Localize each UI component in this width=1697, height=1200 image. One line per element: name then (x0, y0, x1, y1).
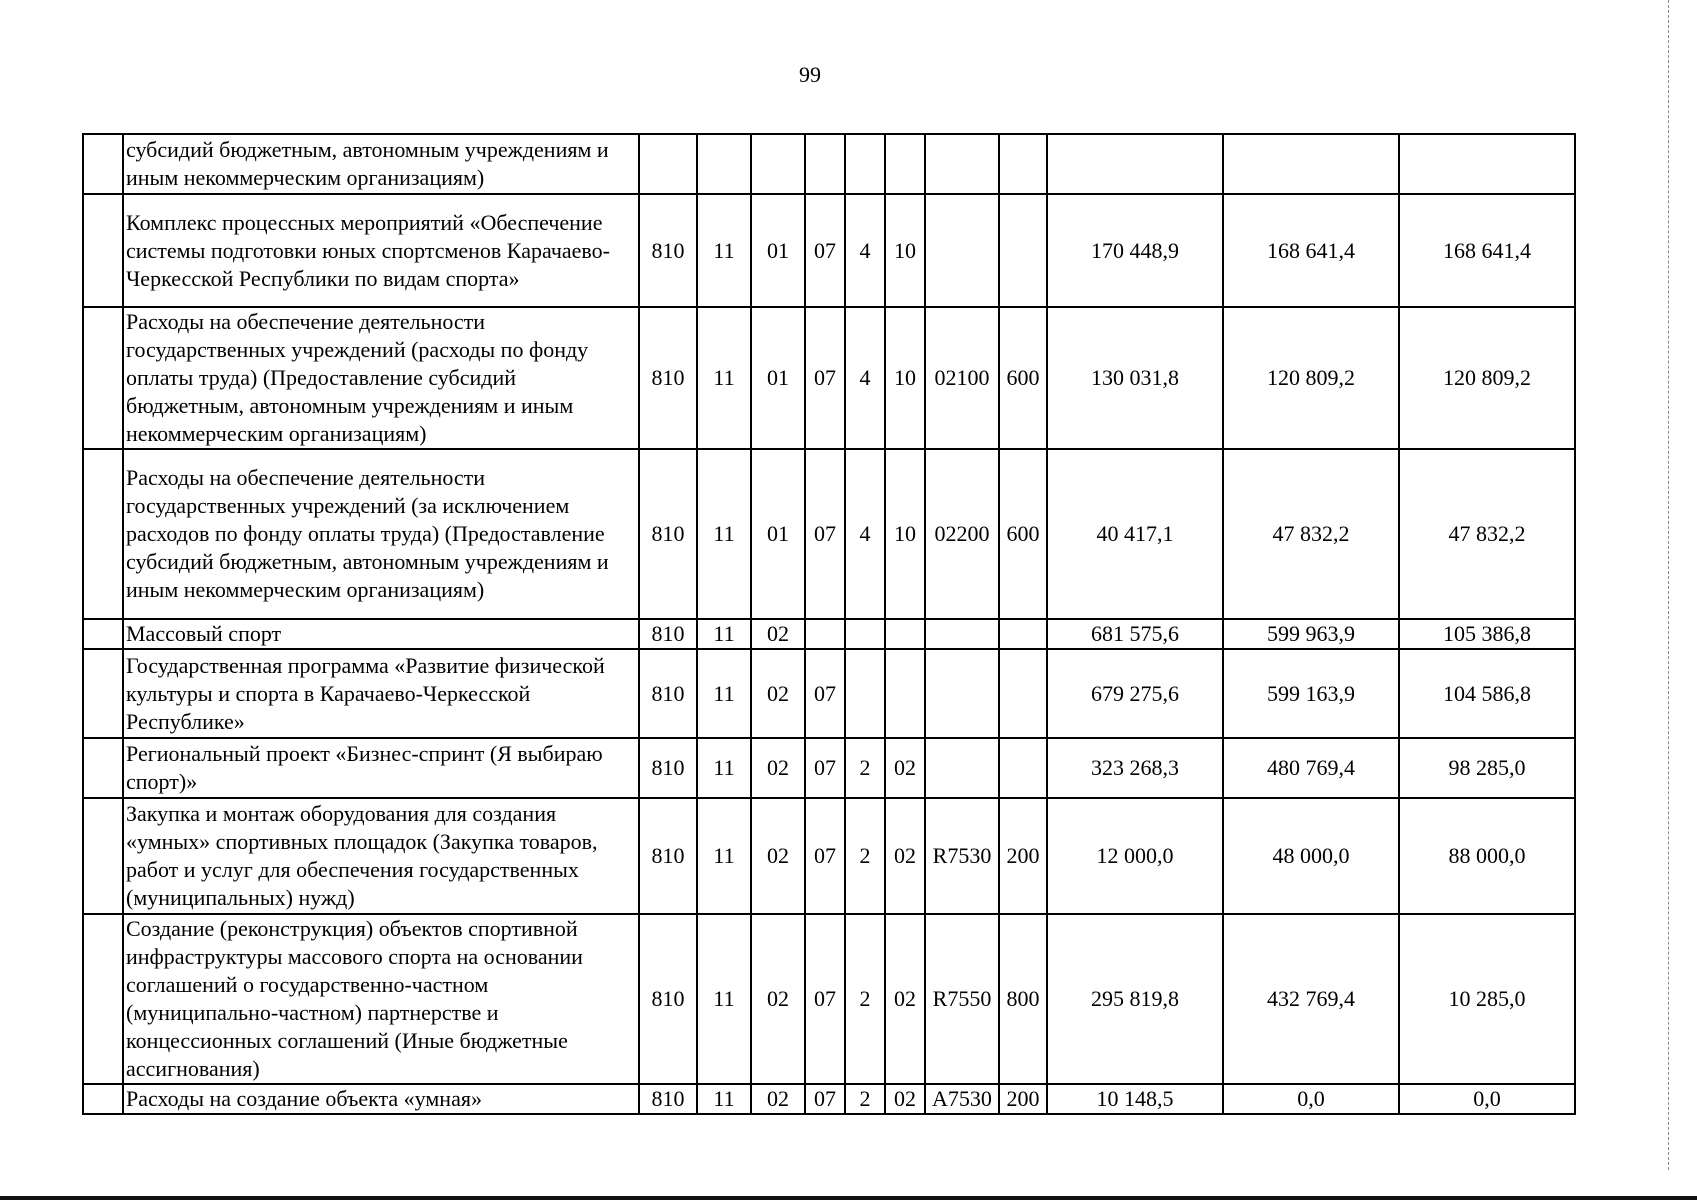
row-name: Комплекс процессных мероприятий «Обеспечение системы подготовки юных спортсменов Карачаево-Черкесской Республики по видам спорта» (123, 194, 639, 307)
amount-year-1 (1047, 134, 1223, 194)
subprogram-code: 2 (845, 914, 885, 1084)
direction-code (925, 738, 999, 798)
event-code: 02 (885, 738, 925, 798)
subsection-code: 02 (751, 619, 805, 649)
subsection-code: 02 (751, 914, 805, 1084)
grbs-code: 810 (639, 449, 697, 619)
expense-type-code: 200 (999, 798, 1047, 914)
page-number: 99 (799, 62, 821, 87)
budget-table (82, 133, 1576, 1115)
table-row (83, 1084, 1575, 1114)
direction-code (925, 194, 999, 307)
subsection-code: 01 (751, 449, 805, 619)
subprogram-code: 4 (845, 307, 885, 449)
index-cell (83, 194, 123, 307)
amount-year-3: 88 000,0 (1399, 798, 1575, 914)
amount-year-2: 168 641,4 (1223, 194, 1399, 307)
amount-year-2: 599 963,9 (1223, 619, 1399, 649)
event-code: 10 (885, 307, 925, 449)
amount-year-1: 323 268,3 (1047, 738, 1223, 798)
grbs-code: 810 (639, 307, 697, 449)
direction-code: A7530 (925, 1084, 999, 1114)
program-code: 07 (805, 1084, 845, 1114)
table-row (83, 649, 1575, 738)
grbs-code: 810 (639, 649, 697, 738)
subsection-code: 02 (751, 1084, 805, 1114)
amount-year-2: 599 163,9 (1223, 649, 1399, 738)
index-cell (83, 449, 123, 619)
direction-code (925, 619, 999, 649)
subsection-code: 02 (751, 649, 805, 738)
program-code: 07 (805, 738, 845, 798)
program-code: 07 (805, 649, 845, 738)
section-code: 11 (697, 194, 751, 307)
subprogram-code: 2 (845, 798, 885, 914)
amount-year-1: 170 448,9 (1047, 194, 1223, 307)
program-code (805, 619, 845, 649)
row-name: Государственная программа «Развитие физической культуры и спорта в Карачаево-Черкесской Республике» (123, 649, 639, 738)
amount-year-1: 10 148,5 (1047, 1084, 1223, 1114)
subprogram-code (845, 619, 885, 649)
amount-year-1: 40 417,1 (1047, 449, 1223, 619)
program-code: 07 (805, 194, 845, 307)
expense-type-code (999, 619, 1047, 649)
program-code (805, 134, 845, 194)
expense-type-code: 200 (999, 1084, 1047, 1114)
amount-year-3: 104 586,8 (1399, 649, 1575, 738)
grbs-code: 810 (639, 798, 697, 914)
event-code: 02 (885, 798, 925, 914)
amount-year-1: 12 000,0 (1047, 798, 1223, 914)
grbs-code: 810 (639, 194, 697, 307)
event-code: 10 (885, 194, 925, 307)
section-code: 11 (697, 449, 751, 619)
section-code: 11 (697, 649, 751, 738)
index-cell (83, 1084, 123, 1114)
index-cell (83, 134, 123, 194)
amount-year-1: 679 275,6 (1047, 649, 1223, 738)
subprogram-code: 2 (845, 1084, 885, 1114)
direction-code: 02200 (925, 449, 999, 619)
amount-year-3: 168 641,4 (1399, 194, 1575, 307)
direction-code: R7530 (925, 798, 999, 914)
direction-code (925, 649, 999, 738)
table-row (83, 194, 1575, 307)
expense-type-code (999, 134, 1047, 194)
expense-type-code: 800 (999, 914, 1047, 1084)
amount-year-1: 681 575,6 (1047, 619, 1223, 649)
section-code: 11 (697, 619, 751, 649)
subsection-code (751, 134, 805, 194)
amount-year-2: 48 000,0 (1223, 798, 1399, 914)
section-code: 11 (697, 1084, 751, 1114)
section-code: 11 (697, 307, 751, 449)
grbs-code: 810 (639, 619, 697, 649)
subsection-code: 02 (751, 738, 805, 798)
direction-code (925, 134, 999, 194)
table-row (83, 738, 1575, 798)
index-cell (83, 914, 123, 1084)
row-name: Расходы на обеспечение деятельности государственных учреждений (расходы по фонду оплаты труда) (Предоставление субсидий бюджетным, автономным учреждениям и иным некоммерческим организациям) (123, 307, 639, 449)
expense-type-code (999, 194, 1047, 307)
grbs-code: 810 (639, 738, 697, 798)
subsection-code: 01 (751, 307, 805, 449)
amount-year-3: 0,0 (1399, 1084, 1575, 1114)
index-cell (83, 798, 123, 914)
table-row (83, 449, 1575, 619)
amount-year-3 (1399, 134, 1575, 194)
amount-year-3: 98 285,0 (1399, 738, 1575, 798)
subsection-code: 01 (751, 194, 805, 307)
event-code: 10 (885, 449, 925, 619)
amount-year-2: 0,0 (1223, 1084, 1399, 1114)
table-row (83, 134, 1575, 194)
expense-type-code (999, 649, 1047, 738)
subprogram-code: 4 (845, 194, 885, 307)
program-code: 07 (805, 307, 845, 449)
grbs-code: 810 (639, 914, 697, 1084)
index-cell (83, 307, 123, 449)
index-cell (83, 619, 123, 649)
section-code: 11 (697, 798, 751, 914)
subprogram-code (845, 649, 885, 738)
amount-year-2: 432 769,4 (1223, 914, 1399, 1084)
scan-edge-line (1668, 0, 1671, 1170)
event-code (885, 649, 925, 738)
row-name: Региональный проект «Бизнес-спринт (Я выбираю спорт)» (123, 738, 639, 798)
event-code: 02 (885, 914, 925, 1084)
amount-year-3: 120 809,2 (1399, 307, 1575, 449)
index-cell (83, 649, 123, 738)
row-name: субсидий бюджетным, автономным учреждениям и иным некоммерческим организациям) (123, 134, 639, 194)
amount-year-1: 295 819,8 (1047, 914, 1223, 1084)
row-name: Создание (реконструкция) объектов спортивной инфраструктуры массового спорта на основании соглашений о государственно-частном (муниципально-частном) партнерстве и концессионных соглашений (Иные бюджетные ассигнования) (123, 914, 639, 1084)
table-row (83, 307, 1575, 449)
subprogram-code: 2 (845, 738, 885, 798)
section-code: 11 (697, 738, 751, 798)
expense-type-code: 600 (999, 307, 1047, 449)
grbs-code: 810 (639, 1084, 697, 1114)
event-code: 02 (885, 1084, 925, 1114)
program-code: 07 (805, 914, 845, 1084)
subprogram-code (845, 134, 885, 194)
subsection-code: 02 (751, 798, 805, 914)
section-code: 11 (697, 914, 751, 1084)
amount-year-2: 47 832,2 (1223, 449, 1399, 619)
event-code (885, 134, 925, 194)
amount-year-1: 130 031,8 (1047, 307, 1223, 449)
row-name: Закупка и монтаж оборудования для создания «умных» спортивных площадок (Закупка товаров, работ и услуг для обеспечения государственных (муниципальных) нужд) (123, 798, 639, 914)
direction-code: 02100 (925, 307, 999, 449)
amount-year-3: 47 832,2 (1399, 449, 1575, 619)
amount-year-3: 105 386,8 (1399, 619, 1575, 649)
expense-type-code: 600 (999, 449, 1047, 619)
event-code (885, 619, 925, 649)
direction-code: R7550 (925, 914, 999, 1084)
section-code (697, 134, 751, 194)
amount-year-2: 120 809,2 (1223, 307, 1399, 449)
row-name: Расходы на создание объекта «умная» (123, 1084, 639, 1114)
subprogram-code: 4 (845, 449, 885, 619)
expense-type-code (999, 738, 1047, 798)
table-row (83, 798, 1575, 914)
amount-year-2 (1223, 134, 1399, 194)
row-name: Массовый спорт (123, 619, 639, 649)
amount-year-2: 480 769,4 (1223, 738, 1399, 798)
program-code: 07 (805, 449, 845, 619)
table-row (83, 619, 1575, 649)
row-name: Расходы на обеспечение деятельности государственных учреждений (за исключением расходов по фонду оплаты труда) (Предоставление субсидий бюджетным, автономным учреждениям и иным некоммерческим организациям) (123, 449, 639, 619)
table-row (83, 914, 1575, 1084)
amount-year-3: 10 285,0 (1399, 914, 1575, 1084)
scan-bottom-bar (0, 1196, 1697, 1200)
grbs-code (639, 134, 697, 194)
index-cell (83, 738, 123, 798)
program-code: 07 (805, 798, 845, 914)
